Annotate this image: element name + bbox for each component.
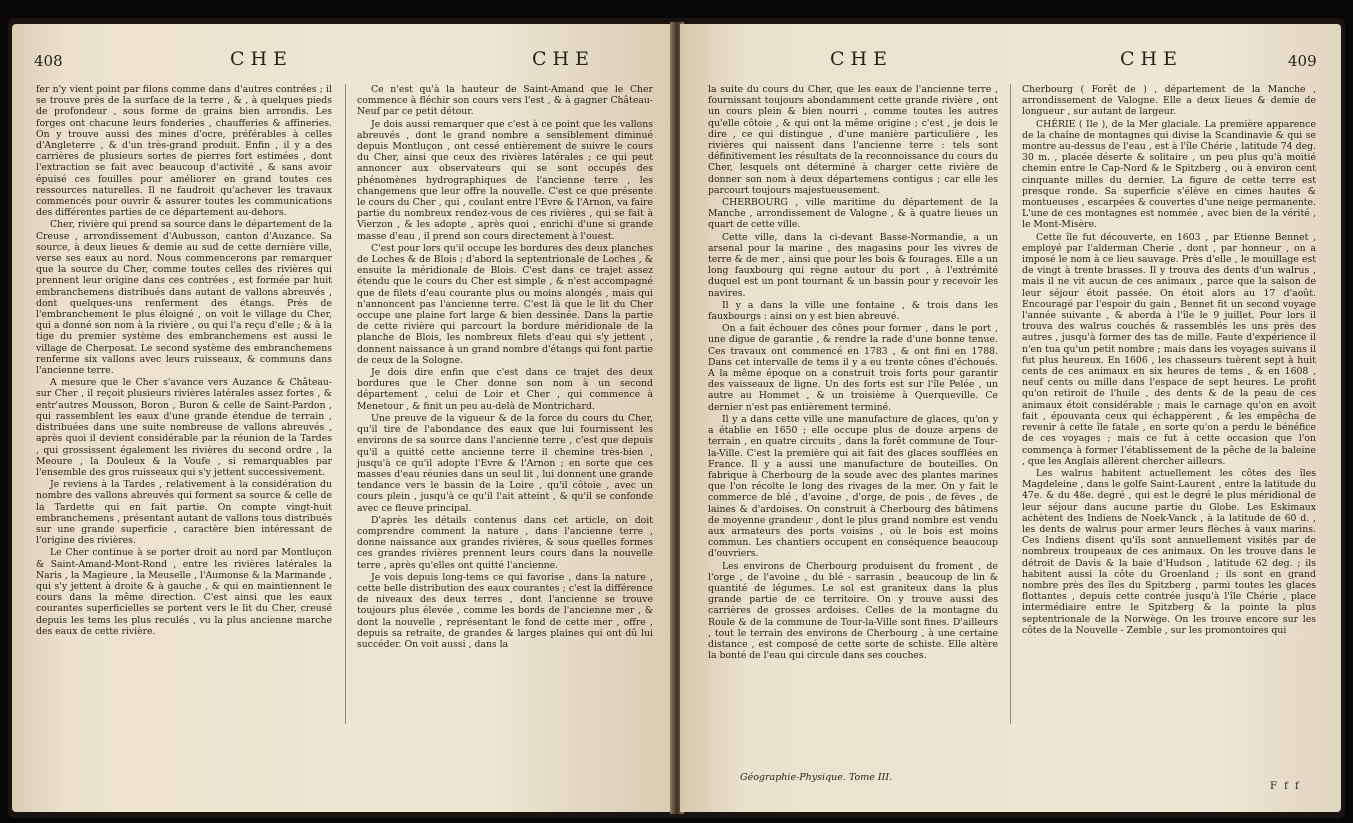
paragraph: Cette ville, dans la ci-devant Basse-Normandie, a un arsenal pour la marine , des magasins pour les vivres de terre & de mer , ainsi que pour les bois & fourages. Elle a un long fauxbourg qui règne autour du port , à l'extrémité duquel est un pont tournant & un bassin pour y recevoir les navires. — [708, 231, 998, 299]
paragraph: Je reviens à la Tardes , relativement à la considération du nombre des vallons abreuvés qui forment sa source & celle de la Tardette qui en fait partie. On compte vingt-huit embranchemens , présentant autant de vallons tous distribués sur une grande superficie , caractère bien intéressant de l'origine des rivières. — [36, 479, 332, 547]
paragraph: Les environs de Cherbourg produisent du froment , de l'orge , de l'avoine , du blé - sarrasin , beaucoup de lin & quantité de légumes. Le sol est graniteux dans la plus grande partie de ce territoire. On y trouve aussi des carrières de grosses ardoises. Celles de la montagne du Roule & de la commune de Tour-la-Ville sont fines. D'ailleurs , tout le terrain des environs de Cherbourg , à une certaine distance , est composé de cette sorte de schiste. Elle altère la bonté de l'eau qui circule dans ses couches. — [708, 560, 998, 662]
left-page-header — [12, 48, 674, 78]
paragraph: C'est pour lors qu'il occupe les bordures des deux planches de Loches & de Blois ; d'abord la septentrionale de Loches , & ensuite la méridionale de Blois. C'est dans ce trajet assez étendu que le cours du Cher est simple , & n'est accompagné que de filets d'eau courante plus ou moins alongés , mais qui n'annoncent pas l'ancienne terre. C'est là que le lit du Cher occupe une plaine fort large & bien dessinée. Dans la partie de cette rivière qui parcourt la bordure méridionale de la planche de Blois, les nombreux filets d'eau qui s'y jettent , donnent naissance à un grand nombre d'étangs qui font partie de ceux de la Sologne. — [357, 242, 653, 366]
page-number: 409 — [1288, 52, 1317, 70]
paragraph: Cherbourg ( Forêt de ) , département de la Manche , arrondissement de Valogne. Elle a deux lieues & demie de longueur , sur autant de largeur. — [1022, 84, 1316, 118]
open-book — [8, 18, 1345, 818]
paragraph: A mesure que le Cher s'avance vers Auzance & Château-sur Cher , il reçoit plusieurs rivières latérales assez fortes , & entr'autres Mousson, Boron , Buron & celle de Saint-Pardon , qui rassemblent les eaux d'une grande étendue de terrain , distribuées dans une suite nombreuse de vallons abreuvés , après quoi il devient considérable par la réunion de la Tardes , qui grossissent également les rivières du second ordre , la Meoure , la Douleux & la Voufe , si remarquables par l'ensemble des gros ruisseaux qui s'y jettent successivement. — [36, 377, 332, 478]
paragraph: D'après les détails contenus dans cet article, on doit comprendre comment la nature , dans l'ancienne terre , donne naissance aux grandes rivières, & sous quelles formes ces grandes rivières prennent leurs cours dans la nouvelle terre , après qu'elles ont quitté l'ancienne. — [357, 514, 653, 571]
paragraph: Ce n'est qu'à la hauteur de Saint-Amand que le Cher commence à fléchir son cours vers l'est , & à gagner Château-Neuf par ce petit détour. — [357, 84, 653, 118]
paragraph: Je dois aussi remarquer que c'est à ce point que les vallons abreuvés , dont le grand nombre a sensiblement diminué depuis Montluçon , ont cessé entièrement de suivre le cours du Cher, ainsi que ceux des rivières latérales ; ce qui peut annoncer aux observateurs qui se sont occupés des phénomènes hydrographiques de l'ancienne terre , les changemens que leur offre la nouvelle. C'est ce que présente le cours du Cher , qui , coulant entre l'Evre & l'Arnon, va faire partie du nombreux rendez-vous de ces rivières , qui se fait à Vierzon , & les adopte , après quoi , enrichi d'une si grande masse d'eau , il prend son cours directement à l'ouest. — [357, 118, 653, 242]
right-page-column-2 — [1022, 84, 1316, 804]
left-page-column-2 — [357, 84, 653, 804]
signature-mark: F f f — [1270, 781, 1301, 792]
column-rule — [1010, 84, 1011, 724]
paragraph: On a fait échouer des cônes pour former , dans le port , une digue de garantie , & rendre la rade d'une bonne tenue. Ces travaux ont commencé en 1783 , & ont fini en 1788. Dans cet intervalle de tems il y a eu trente cônes d'échoués. A la même époque on a construit trois forts pour garantir des vaisseaux de ligne. Un des forts est sur l'île Pelée , un autre au Hommet , & un troisième à Querqueville. Ce dernier n'est pas entièrement terminé. — [708, 323, 998, 413]
paragraph: CHERBOURG , ville maritime du département de la Manche , arrondissement de Valogne , & à quatre lieues un quart de cette ville. — [708, 197, 998, 231]
running-head-right: CHE — [1120, 48, 1183, 70]
paragraph: Les walrus habitent actuellement les côtes des îles Magdeleine , dans le golfe Saint-Laurent , entre la latitude du 47e. & du 48e. degré , qui est le degré le plus méridional de leur séjour dans aucune partie du Globe. Les Eskimaux achètent des Indiens de Noek-Vanck , à la latitude de 60 d. , les dents de walrus pour armer leurs flèches à vaux marins. Ces Indiens disent qu'ils sont annuellement visités par de nombreux troupeaux de ces animaux. On les trouve dans le détroit de Davis & la baie d'Hudson , latitude 62 deg. ; ils habitent aussi la côte du Groenland ; ils sont en grand nombre près des îles du Spitzberg , parmi toutes les glaces flottantes , depuis cette contrée jusqu'à l'île Chérie , place intermédiaire entre le Spitzberg & la pointe la plus septentrionale de la Norwège. On les trouve encore sur les côtes de la Nouvelle - Zemble , sur les promontoires qui — [1022, 467, 1316, 636]
right-page-header — [680, 48, 1341, 78]
page-number: 408 — [34, 52, 63, 70]
paragraph: Il y a dans cette ville une manufacture de glaces, qu'on y a établie en 1650 ; elle occupe plus de douze arpens de terrain , en quatre circuits , dans la forêt commune de Tour-la-Ville. C'est la première qui ait fait des glaces soufflées en France. Il y a aussi une manufacture de bouteilles. On fabrique à Cherbourg de la soude avec des plantes marines que l'on récolte le long des rivages de la mer. On y fait le commerce de blé , d'avoine , d'orge, de pois , de fèves , de laines & d'ardoises. On construit à Cherbourg des bâtimens de moyenne grandeur , dont le plus grand nombre est vendu aux armateurs des ports voisins , où le bois est moins commun. Les chantiers occupent en conséquence beaucoup d'ouvriers. — [708, 413, 998, 560]
paragraph: CHÉRIE ( Ile ), de la Mer glaciale. La première apparence de la chaîne de montagnes qui divise la Scandinavie & qui se montre au-dessus de l'eau , est à l'île Chérie , latitude 74 deg. 30 m. , placée déserte & solitaire , un peu plus qu'à moitié chemin entre le Cap-Nord & le Spitzberg , ou à environ cent cinquante milles du dernier. La figure de cette terre est presque ronde. Sa superficie s'élève en cimes hautes & montueuses , escarpées & couvertes d'une neige permanente. L'une de ces montagnes est nommée , avec bien de la vérité , le Mont-Misère. — [1022, 118, 1316, 231]
left-page — [12, 24, 674, 812]
running-head-left: CHE — [830, 48, 893, 70]
running-head-right: CHE — [532, 48, 595, 70]
paragraph: fer n'y vient point par filons comme dans d'autres contrées ; il se trouve près de la surface de la terre , & , à quelques pieds de profondeur , sous forme de grains bien arrondis. Les forges ont chacune leurs fonderies , chaufferies & affineries. On y trouve aussi des mines d'ocre, préférables à celles d'Angleterre , & d'un très-grand produit. Enfin , il y a des carrières de plusieurs sortes de pierres fort estimées , dont l'extraction se fait avec beaucoup d'activité , & sans avoir épuisé ces fouilles pour améliorer en grand toutes ces ressources naturelles. Il ne faudroit qu'achever les travaux commencés pour ouvrir & assurer toutes les communications des différentes parties de ce département au-dehors. — [36, 84, 332, 219]
paragraph: Je vois depuis long-tems ce qui favorise , dans la nature , cette belle distribution des eaux courantes ; c'est la différence de niveaux des deux terres , dont l'ancienne se trouve toujours plus élevée , comme les bords de l'ancienne mer , & dont la nouvelle , représentant le fond de cette mer , offre , depuis sa retraite, de grandes & larges plaines qui ont dû lui succéder. On voit aussi , dans la — [357, 571, 653, 650]
paragraph: Il y a dans la ville une fontaine , & trois dans les fauxbourgs : ainsi on y est bien abreuvé. — [708, 299, 998, 323]
paragraph: Une preuve de la vigueur & de la force du cours du Cher, qu'il tire de l'abondance des eaux que lui fournissent les environs de sa source dans l'ancienne terre , c'est que depuis qu'il a quitté cette ancienne terre il chemine très-bien , jusqu'à ce qu'il adopte l'Evre & l'Arnon ; en sorte que ces masses d'eau réunies dans un seul lit , lui donnent une grande tendance vers le bassin de la Loire , qu'il côtoie , avec un cours plein , jusqu'à ce qu'il l'ait atteint , & qu'il se confonde avec ce fleuve principal. — [357, 412, 653, 514]
left-page-column-1 — [36, 84, 332, 804]
paragraph: la suite du cours du Cher, que les eaux de l'ancienne terre , fournissant toujours abondamment cette grande rivière , ont un cours plein & bien nourri , comme toutes les autres qu'elle côtoie , & qui ont la même origine ; c'est , je dois le dire , ce qui distingue , d'une manière particulière , les rivières qui naissent dans l'ancienne terre : tels sont définitivement les résultats de la reconnoissance du cours du Cher, lesquels ont déterminé à charger cette rivière de donner son nom à deux départemens contigus ; car elle les parcourt toujours majestueusement. — [708, 84, 998, 196]
footer-title: Géographie-Physique. Tome III. — [740, 772, 893, 783]
paragraph: Je dois dire enfin que c'est dans ce trajet des deux bordures que le Cher donne son nom à un second département , celui de Loir et Cher , qui commence à Menetour , & finit un peu au-delà de Montrichard. — [357, 367, 653, 412]
paragraph: Le Cher continue à se porter droit au nord par Montluçon & Saint-Amand-Mont-Rond , entre les rivières latérales la Naris , la Magieure , la Meuselle , l'Aumonse & la Marmande , qui s'y jettent à droite & à gauche , & qui en maintiennent le cours dans la même direction. C'est ainsi que les eaux courantes superficielles se portent vers le lit du Cher, creusé depuis les tems les plus reculés , vu la plus ancienne marche des eaux de cette rivière. — [36, 547, 332, 637]
running-head-left: CHE — [230, 48, 293, 70]
paragraph: Cher, rivière qui prend sa source dans le département de la Creuse , arrondissement d'Aubusson, canton d'Auzance. Sa source, à deux lieues & demie au sud de cette dernière ville, verse ses eaux au nord. Nous commencerons par remarquer que la source du Cher, comme toutes celles des rivières qui prennent leur origine dans ces contrées , est formée par huit embranchemens distribués dans autant de vallons abreuvés , dont quelques-uns renferment des étangs. Près de l'embranchement le plus éloigné , on voit le village du Cher, qui a donné son nom à la rivière , ou qui l'a reçu d'elle ; & à la tige du premier système des embranchemens est aussi le village de Cherposat. Le second système des embranchemens renferme six vallons avec leurs ruisseaux, & communs dans l'ancienne terre. — [36, 219, 332, 377]
paragraph: Cette île fut découverte, en 1603 , par Etienne Bennet , employé par l'alderman Cherie , dont , par honneur , on a imposé le nom à ce lieu sauvage. Près d'elle , le mouillage est de vingt à trente brasses. Il y trouva des dents d'un walrus , mais il ne vit aucun de ces animaux , parce que la saison de leur séjour étoit passée. On étoit alors au 17 d'août. Encouragé par l'espoir du gain , Bennet fit un second voyage l'année suivante , & aborda à l'île le 9 juillet. Pour lors il trouva des walrus couchés & rassemblés les uns près des autres , jusqu'à former des tas de mille. Faute d'expérience il n'en tua qu'un petit nombre ; mais dans les voyages suivans il fut plus heureux. En 1606 , les chasseurs tuèrent sept à huit cents de ces animaux en six heures de tems , & en 1608 , neuf cents ou mille dans l'espace de sept heures. Le profit qu'on retiroit de l'huile , des dents & de la peau de ces animaux étoit considérable ; mais le carnage qu'on en avoit fait , épouvanta ceux qui échappèrent , & les empêcha de revenir à cette île fatale , en sorte qu'on a perdu le bénéfice de ces voyages ; mais ce fut à cette occasion que l'on commença à former l'établissement de la pêche de la baleine , que les Anglais allèrent chercher ailleurs. — [1022, 231, 1316, 467]
right-page — [680, 24, 1341, 812]
right-page-column-1 — [708, 84, 998, 764]
column-rule — [345, 84, 346, 724]
